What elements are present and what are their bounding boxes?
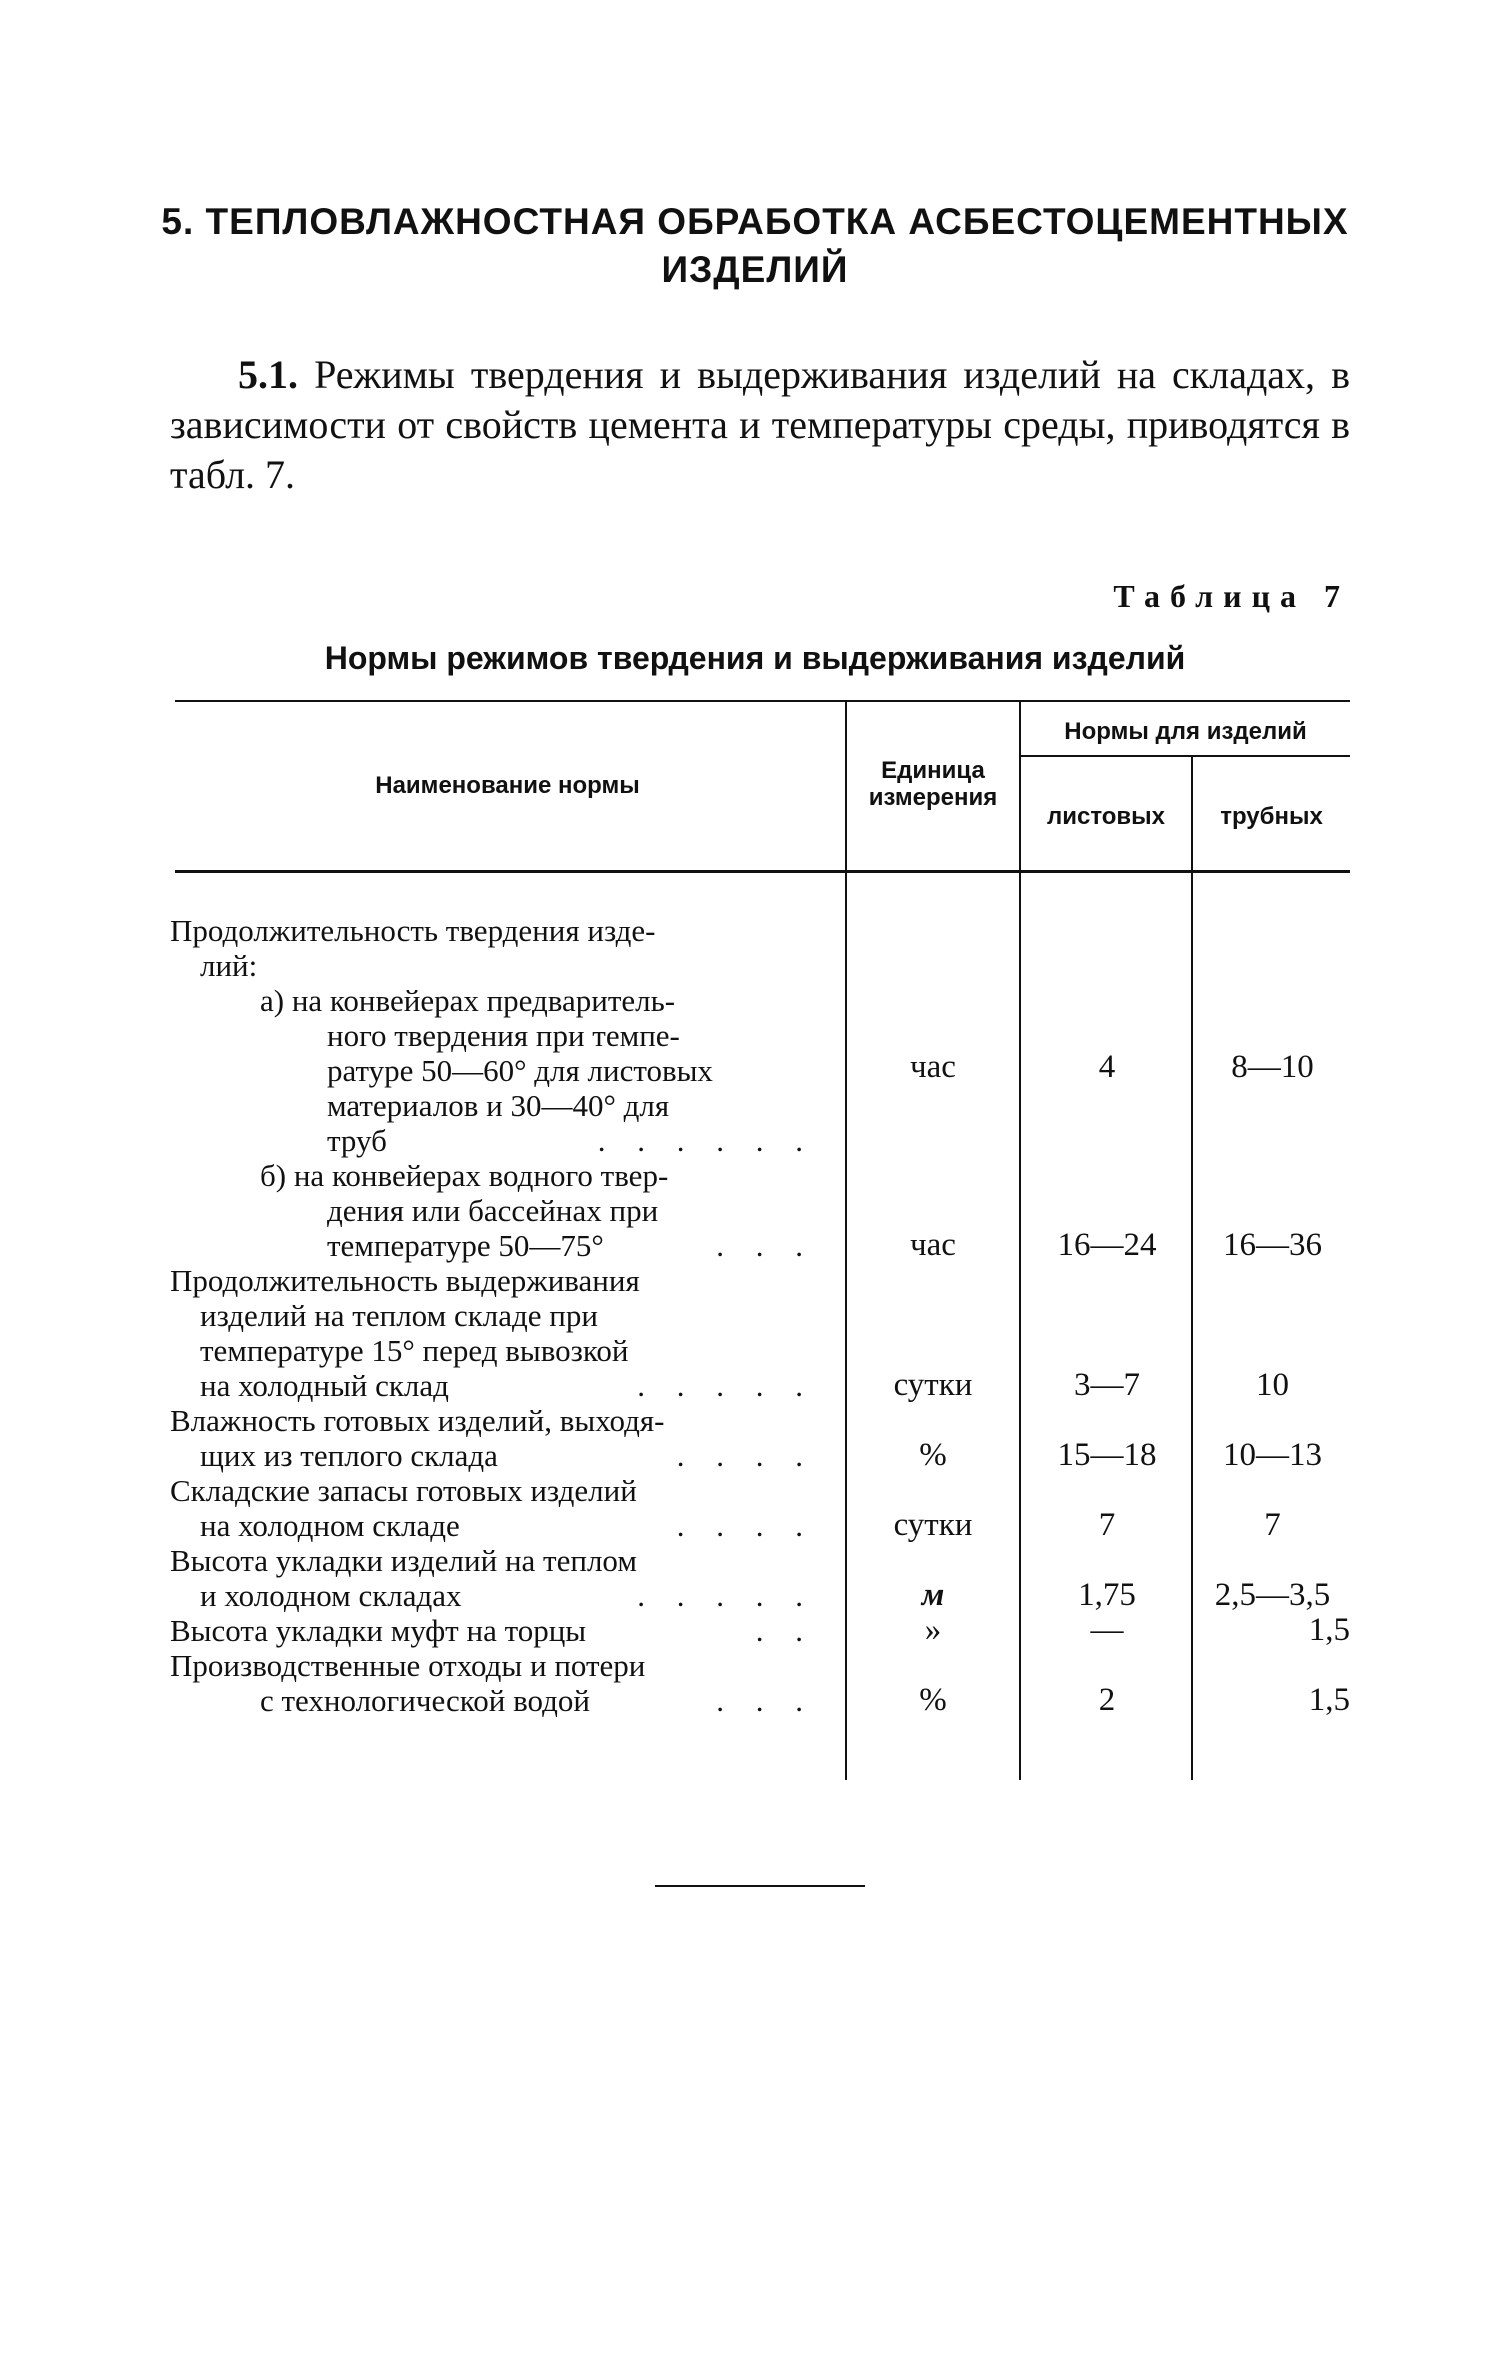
row-tube-value: 1,5 [1308,1612,1350,1648]
dot-leader: . . . . . . [597,1123,815,1158]
row-tube-value: 16—36 [1223,1227,1322,1263]
dot-leader: . . . [716,1228,815,1263]
header-unit-line-2: измерения [868,784,998,811]
row-unit: сутки [893,1507,973,1543]
header-norms-for-products: Нормы для изделий [1064,718,1307,745]
row-name-line: Продолжительность твердения изде- [170,913,656,948]
dot-leader: . . . . [676,1508,815,1543]
row-name-line: Высота укладки изделий на теплом [170,1543,637,1578]
row-sheet-value: — [1090,1612,1124,1648]
table-label: Таблица 7 [1113,578,1350,614]
row-name-line: изделий на теплом складе при [200,1298,598,1333]
row-name-line: на холодном складе . . . . [200,1508,815,1543]
row-name-line: Продолжительность выдерживания [170,1263,640,1298]
row-tube-value: 10—13 [1223,1437,1322,1473]
row-name-line: и холодном складах . . . . . [200,1578,815,1613]
row-name-line: лий: [200,948,258,983]
row-unit: час [910,1049,956,1085]
table-row-name [170,1648,815,1718]
row-name-line: с технологической водой . . . [260,1683,815,1718]
row-name-line: Складские запасы готовых изделий [170,1473,637,1508]
row-unit: » [924,1612,942,1648]
table-row-name [170,1158,815,1263]
column-divider-2 [1019,700,1021,1780]
row-name-line: температуре 50—75° . . . [327,1228,815,1263]
row-name-line: Высота укладки муфт на торцы . . [170,1613,815,1648]
norms-group-rule [1020,755,1350,757]
row-sheet-value: 15—18 [1057,1437,1157,1473]
row-name-line: б) на конвейерах водного твер- [260,1158,669,1193]
table-row-name [170,913,815,1158]
table-row-name [170,1543,815,1613]
row-tube-value: 2,5—3,5 [1214,1577,1331,1613]
dot-leader: . . . [716,1683,815,1718]
section-heading [160,198,1350,294]
row-name-line: Производственные отходы и потери [170,1648,646,1683]
table-row-name [170,1403,815,1473]
row-sheet-value: 16—24 [1057,1227,1157,1263]
row-unit: % [919,1437,947,1473]
row-sheet-value: 2 [1098,1682,1116,1718]
dot-leader: . . . . . [637,1368,815,1403]
column-divider-1 [845,700,847,1780]
row-unit: м [921,1577,945,1613]
row-name-line: на холодный склад . . . . . [200,1368,815,1403]
row-name-line: ратуре 50—60° для листовых [327,1053,713,1088]
section-heading-line-1: 5. ТЕПЛОВЛАЖНОСТНАЯ ОБРАБОТКА АСБЕСТОЦЕМЕНТНЫХ [161,201,1349,242]
header-unit [847,757,1019,811]
dot-leader: . . . . . [637,1578,815,1613]
table-top-rule [175,700,1350,702]
paragraph-5-1 [170,350,1350,500]
table-row-name [170,1263,815,1403]
row-tube-value: 1,5 [1308,1682,1350,1718]
header-unit-line-1: Единица [881,757,985,784]
dot-leader: . . [755,1613,815,1648]
row-sheet-value: 7 [1098,1507,1116,1543]
row-tube-value: 10 [1256,1367,1289,1403]
row-name-line: ного твердения при темпе- [327,1018,680,1053]
table-title: Нормы режимов твердения и выдерживания изделий [324,640,1186,676]
row-name-line: щих из теплого склада . . . . [200,1438,815,1473]
header-norm-name: Наименование нормы [375,772,640,799]
row-name-line: труб . . . . . . [327,1123,815,1158]
table-row-name [170,1473,815,1543]
row-name-line: материалов и 30—40° для [327,1088,670,1123]
paragraph-text: Режимы твердения и выдерживания изделий на складах, в зависимости от свойств цемента и температуры среды, приводятся в табл. 7. [170,352,1351,497]
header-sheet: листовых [1046,803,1166,830]
row-tube-value: 8—10 [1231,1049,1314,1085]
row-tube-value: 7 [1264,1507,1281,1543]
row-sheet-value: 4 [1098,1049,1116,1085]
row-name-line: а) на конвейерах предваритель- [260,983,676,1018]
section-heading-line-2: ИЗДЕЛИЙ [661,249,849,290]
table-row-name [170,1613,815,1648]
row-unit: сутки [893,1367,973,1403]
row-name-line: Влажность готовых изделий, выходя- [170,1403,665,1438]
row-sheet-value: 3—7 [1074,1367,1140,1403]
row-unit: % [919,1682,947,1718]
row-name-line: температуре 15° перед вывозкой [200,1333,629,1368]
row-unit: час [910,1227,956,1263]
header-bottom-rule [175,870,1350,873]
row-sheet-value: 1,75 [1078,1577,1136,1613]
header-tube: трубных [1220,803,1323,830]
dot-leader: . . . . [676,1438,815,1473]
row-name-line: дения или бассейнах при [327,1193,659,1228]
paragraph-number: 5.1. [238,352,298,397]
section-end-rule [655,1885,865,1887]
